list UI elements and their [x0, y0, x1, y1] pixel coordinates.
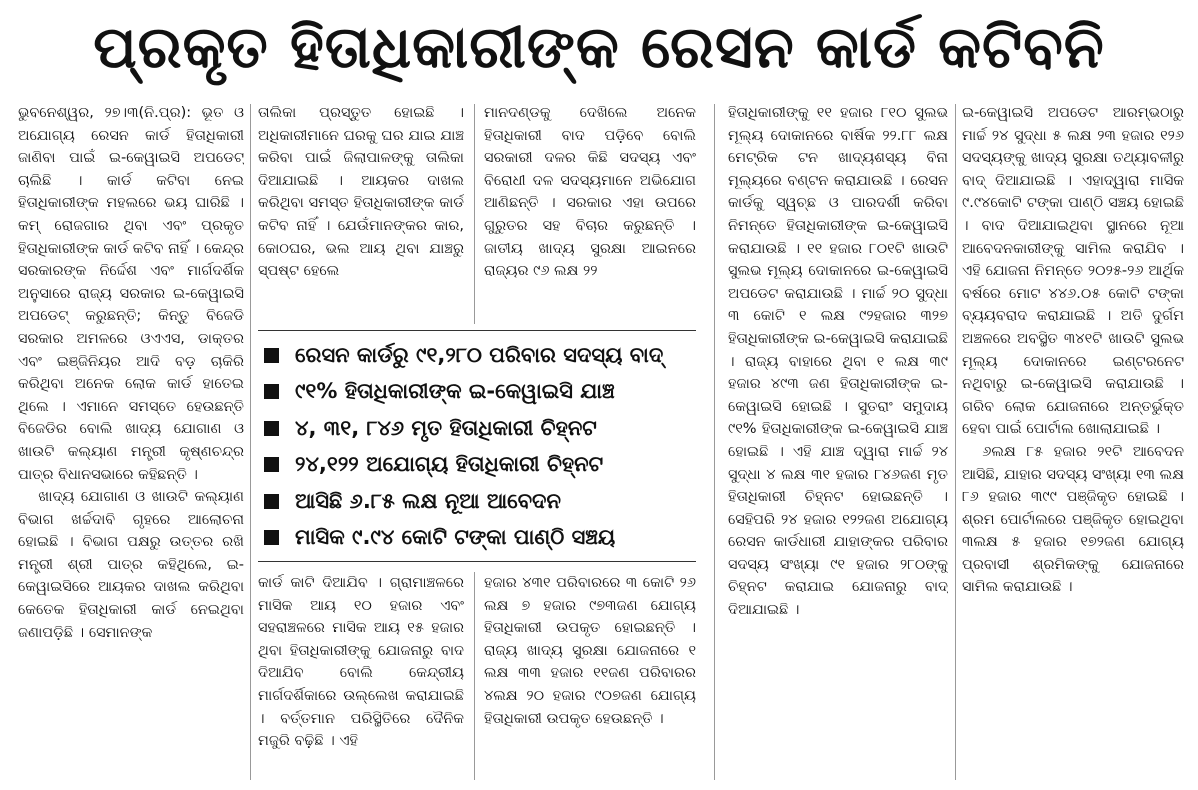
paragraph: ମାନଦଣ୍ଡକୁ ଦେଖିଲେ ଅନେକ ହିତାଧିକାରୀ ବାଦ ପଡ଼ିବେ ବୋଲି ସରକାରୀ ଦଳର କିଛି ସଦସ୍ୟ ଏବଂ ବିରୋଧୀ ଦଳ ସଦସ୍ୟମାନେ ଅଭିଯୋଗ ଆଣିଛନ୍ତି । ସରକାର ଏହା ଉପରେ ଗୁରୁତର ସହ ବିଚାର କରୁଛନ୍ତି । ଜାତୀୟ ଖାଦ୍ୟ ସୁରକ୍ଷା ଆଇନରେ ରାଜ୍ୟର ୯୬ ଲକ୍ଷ ୨୨: [484, 105, 696, 280]
highlight-item: [258, 337, 696, 374]
highlight-item: [258, 410, 696, 447]
highlight-item: [258, 447, 696, 484]
square-bullet-icon: [264, 421, 279, 436]
paragraph: ଖାଦ୍ୟ ଯୋଗାଣ ଓ ଖାଉଟି କଲ୍ୟାଣ ବିଭାଗ ଖର୍ଚ୍ଚଦାବି ଗୃହରେ ଆଲୋଚନା ହୋଇଛି । ବିଭାଗ ପକ୍ଷରୁ ଉତ୍ତର ରଖି ମନ୍ତ୍ରୀ ଶ୍ରୀ ପାତ୍ର କହିଥିଲେ, ଇ-କେୱାଇସିରେ ଆୟକର ଦାଖଲ କରିଥିବା କେତେକ ହିତାଧିକାରୀ କାର୍ଡ ନେଇଥିବା ଜଣାପଡ଼ିଛି । ସେମାନଙ୍କ: [18, 489, 244, 641]
highlight-text: ଆସିଛି ୬.୮୫ ଲକ୍ଷ ନୂଆ ଆବେଦନ: [295, 488, 561, 513]
paragraph: କାର୍ଡ କାଟି ଦିଆଯିବ । ଗ୍ରାମାଞ୍ଚଳରେ ମାସିକ ଆୟ ୧୦ ହଜାର ଏବଂ ସହରାଞ୍ଚଳରେ ମାସିକ ଆୟ ୧୫ ହଜାର ଥିବା ହିତାଧିକାରୀଙ୍କୁ ଯୋଜନାରୁ ବାଦ ଦିଆଯିବ ବୋଲି କେନ୍ଦ୍ରୀୟ ମାର୍ଗଦର୍ଶିକାରେ ଉଲ୍ଲେଖ କରାଯାଇଛି । ବର୍ତ୍ତମାନ ପରିସ୍ଥିତିରେ ଦୈନିକ ମଜୁରି ବଢ଼ିଛି । ଏହି: [258, 575, 464, 750]
article-column-2-top: [258, 102, 464, 324]
highlight-text: ୨୪,୧୨୨ ଅଯୋଗ୍ୟ ହିତାଧିକାରୀ ଚିହ୍ନଟ: [295, 452, 604, 477]
article-column-1: [18, 102, 244, 784]
square-bullet-icon: [264, 457, 279, 472]
paragraph: ତାଲିକା ପ୍ରସ୍ତୁତ ହୋଇଛି । ଅଧିକାରୀମାନେ ଘରକୁ ଘର ଯାଇ ଯାଞ୍ଚ କରିବା ପାଇଁ ଜିଲାପାଳଙ୍କୁ ତାଲିକା ଦିଆଯାଇଛି । ଆୟକର ଦାଖଲ କରିଥିବା ସମସ୍ତ ହିତାଧିକାରୀଙ୍କ କାର୍ଡ କଟିବ ନାହିଁ । ଯେଉଁମାନଙ୍କର କାର, କୋଠଘର, ଭଲ ଆୟ ଥିବା ଯାଞ୍ଚରୁ ସ୍ପଷ୍ଟ ହେଲେ: [258, 105, 464, 280]
highlight-item: [258, 374, 696, 411]
column-divider: [955, 104, 956, 780]
highlight-text: ୪, ୩୧, ୮୪୬ ମୃତ ହିତାଧିକାରୀ ଚିହ୍ନଟ: [295, 415, 597, 440]
article-column-3-bottom: [484, 572, 696, 782]
paragraph: ଇ-କେୱାଇସି ଅପଡେଟ ଆରମ୍ଭଠାରୁ ମାର୍ଚ୍ଚ ୨୪ ସୁଦ୍ଧା ୫ ଲକ୍ଷ ୨୩ ହଜାର ୧୨୬ ସଦସ୍ୟଙ୍କୁ ଖାଦ୍ୟ ସୁରକ୍ଷା ତଥ୍ୟାବଳୀରୁ ବାଦ୍ ଦିଆଯାଇଛି । ଏହାଦ୍ୱାରା ମାସିକ ୯.୯୪କୋଟି ଟଙ୍କା ପାଣ୍ଠି ସଞ୍ଚୟ ହୋଇଛି । ବାଦ ଦିଆଯାଇଥିବା ସ୍ଥାନରେ ନୂଆ ଆବେଦନକାରୀଙ୍କୁ ସାମିଲ କରାଯିବ । ଏହି ଯୋଜନା ନିମନ୍ତେ ୨୦୨୫-୨୬ ଆର୍ଥିକ ବର୍ଷରେ ମୋଟ ୪୪୬.୦୫ କୋଟି ଟଙ୍କା ବ୍ୟୟବରାଦ କରାଯାଇଛି । ଅତି ଦୁର୍ଗମ ଅଞ୍ଚଳରେ ଅବସ୍ଥିତ ୩୪୧ଟି ଖାଉଟି ସୁଲଭ ମୂଲ୍ୟ ଦୋକାନରେ ଇଣ୍ଟରନେଟ ନଥିବାରୁ ଇ-କେୱାଇସି କରାଯାଉଛି । ଗରିବ ଲୋକ ଯୋଜନାରେ ଅନ୍ତର୍ଭୁକ୍ତ ହେବା ପାଇଁ ପୋର୍ଟାଲ ଖୋଲାଯାଇଛି ।: [962, 105, 1184, 438]
headline: ପ୍ରକୃତ ହିତାଧିକାରୀଙ୍କ ରେସନ କାର୍ଡ କଟିବନି: [93, 13, 1105, 81]
highlight-text: ୯୧% ହିତାଧିକାରୀଙ୍କ ଇ-କେୱାଇସି ଯାଞ୍ଚ: [295, 379, 615, 404]
article-column-5: [962, 102, 1184, 784]
highlight-text: ମାସିକ ୯.୯୪ କୋଟି ଟଙ୍କା ପାଣ୍ଠି ସଞ୍ଚୟ: [295, 525, 616, 550]
square-bullet-icon: [264, 384, 279, 399]
paragraph: ହଜାର ୪୩୧ ପରିବାରରେ ୩ କୋଟି ୨୬ ଲକ୍ଷ ୭ ହଜାର ୯୭୩ଜଣ ଯୋଗ୍ୟ ହିତାଧିକାରୀ ଉପକୃତ ହୋଇଛନ୍ତି । ରାଜ୍ୟ ଖାଦ୍ୟ ସୁରକ୍ଷା ଯୋଜନାରେ ୧ ଲକ୍ଷ ୩୩ ହଜାର ୧୧ଜଣ ପରିବାରର ୪ଲକ୍ଷ ୨୦ ହଜାର ୯୦୭ଜଣ ଯୋଗ୍ୟ ହିତାଧିକାରୀ ଉପକୃତ ହେଉଛନ୍ତି ।: [484, 575, 696, 727]
article-column-2-bottom: [258, 572, 464, 782]
paragraph: ଭୁବନେଶ୍ୱର, ୨୭।୩(ନି.ପ୍ର): ଭୂତ ଓ ଅଯୋଗ୍ୟ ରେସନ କାର୍ଡ ହିତାଧିକାରୀ ଜାଣିବା ପାଇଁ ଇ-କେୱାଇସି ଅପଡେଟ୍ ଚାଲିଛି । କାର୍ଡ କଟିବା ନେଇ ହିତାଧିକାରୀଙ୍କ ମହଲରେ ଭୟ ଘାରିଛି । କମ୍ ରୋଜଗାର ଥିବା ଏବଂ ପ୍ରକୃତ ହିତାଧିକାରୀଙ୍କ କାର୍ଡ କଟିବ ନାହିଁ । କେନ୍ଦ୍ର ସରକାରଙ୍କ ନିର୍ଦ୍ଦେଶ ଏବଂ ମାର୍ଗଦର୍ଶିକ ଅନୁସାରେ ରାଜ୍ୟ ସରକାର ଇ-କେୱାଇସି ଅପଡେଟ୍ କରୁଛନ୍ତି; କିନ୍ତୁ ବିଜେଡି ସରକାର ଅମଳରେ ଓଏଏସ, ଡାକ୍ତର ଏବଂ ଇଞ୍ଜିନିୟର ଆଦି ବଡ଼ ଚାକିରି କରିଥିବା ଅନେକ ଲୋକ କାର୍ଡ ହାତେଇ ଥିଲେ । ଏମାନେ ସମସ୍ତେ ହେଉଛନ୍ତି ବିଜେଡିର ବୋଲି ଖାଦ୍ୟ ଯୋଗାଣ ଓ ଖାଉଟି କଲ୍ୟାଣ ମନ୍ତ୍ରୀ କୃଷ୍ଣଚନ୍ଦ୍ର ପାତ୍ର ବିଧାନସଭାରେ କହିଛନ୍ତି ।: [18, 105, 244, 483]
square-bullet-icon: [264, 348, 279, 363]
column-divider: [250, 104, 251, 780]
column-divider: [474, 104, 475, 324]
paragraph: ୬ଲକ୍ଷ ୮୫ ହଜାର ୨୧ଟି ଆବେଦନ ଆସିଛି, ଯାହାର ସଦସ୍ୟ ସଂଖ୍ୟା ୧୩ ଲକ୍ଷ ୮୬ ହଜାର ୩୯୯ ପଞ୍ଜିକୃତ ହୋଇଛି । ଶ୍ରମ ପୋର୍ଟାଲରେ ପଞ୍ଜିକୃତ ହୋଇଥିବା ୩ଲକ୍ଷ ୫ ହଜାର ୧୭୨ଜଣ ଯୋଗ୍ୟ ପ୍ରବାସୀ ଶ୍ରମିକଙ୍କୁ ଯୋଜନାରେ ସାମିଲ କରାଯାଉଛି ।: [962, 443, 1184, 596]
paragraph: ହିତାଧିକାରୀଙ୍କୁ ୧୧ ହଜାର ୮୧୦ ସୁଲଭ ମୂଲ୍ୟ ଦୋକାନରେ ବାର୍ଷିକ ୨୨.୮୮ ଲକ୍ଷ ମେଟ୍ରିକ ଟନ ଖାଦ୍ୟଶସ୍ୟ ବିନା ମୂଲ୍ୟରେ ବଣ୍ଟନ କରାଯାଉଛି । ରେସନ କାର୍ଡକୁ ସ୍ୱଚ୍ଛ ଓ ପାରଦର୍ଶୀ କରିବା ନିମନ୍ତେ ହିତାଧିକାରୀଙ୍କ ଇ-କେୱାଇସି କରାଯାଉଛି । ୧୧ ହଜାର ୮୦୧ଟି ଖାଉଟି ସୁଲଭ ମୂଲ୍ୟ ଦୋକାନରେ ଇ-କେୱାଇସି ଅପଡେଟ କରାଯାଉଛି । ମାର୍ଚ୍ଚ ୨୦ ସୁଦ୍ଧା ୩ କୋଟି ୧ ଲକ୍ଷ ୯୨ହଜାର ୩୨୭ ହିତାଧିକାରୀଙ୍କ ଇ-କେୱାଇସି କରାଯାଇଛି । ରାଜ୍ୟ ବାହାରେ ଥିବା ୧ ଲକ୍ଷ ୩୯ ହଜାର ୪୯୩ ଜଣ ହିତାଧିକାରୀଙ୍କ ଇ-କେୱାଇସି ହୋଇଛି । ସୁତରାଂ ସମୁଦାୟ ୯୧% ହିତାଧିକାରୀଙ୍କ ଇ-କେୱାଇସି ଯାଞ୍ଚ ହୋଇଛି । ଏହି ଯାଞ୍ଚ ଦ୍ୱାରା ମାର୍ଚ୍ଚ ୨୪ ସୁଦ୍ଧା ୪ ଲକ୍ଷ ୩୧ ହଜାର ୮୪୬ଜଣ ମୃତ ହିତାଧିକାରୀ ଚିହ୍ନଟ ହୋଇଛନ୍ତି । ସେହିପରି ୨୪ ହଜାର ୧୨୨ଜଣ ଅଯୋଗ୍ୟ ରେସନ କାର୍ଡଧାରୀ ଯାହାଙ୍କର ପରିବାର ସଦସ୍ୟ ସଂଖ୍ୟା ୯୧ ହଜାର ୨୮୦ଙ୍କୁ ଚିହ୍ନଟ କରାଯାଇ ଯୋଜନାରୁ ବାଦ୍ ଦିଆଯାଇଛି ।: [728, 105, 948, 619]
column-divider: [714, 104, 715, 780]
column-divider: [474, 572, 475, 780]
article-column-4: [728, 102, 948, 784]
highlight-text: ରେସନ କାର୍ଡରୁ ୯୧,୨୮୦ ପରିବାର ସଦସ୍ୟ ବାଦ୍: [295, 342, 664, 367]
square-bullet-icon: [264, 494, 279, 509]
highlights-box: [258, 330, 696, 562]
article-column-3-top: [484, 102, 696, 324]
square-bullet-icon: [264, 530, 279, 545]
highlight-item: [258, 483, 696, 520]
highlight-item: [258, 520, 696, 557]
